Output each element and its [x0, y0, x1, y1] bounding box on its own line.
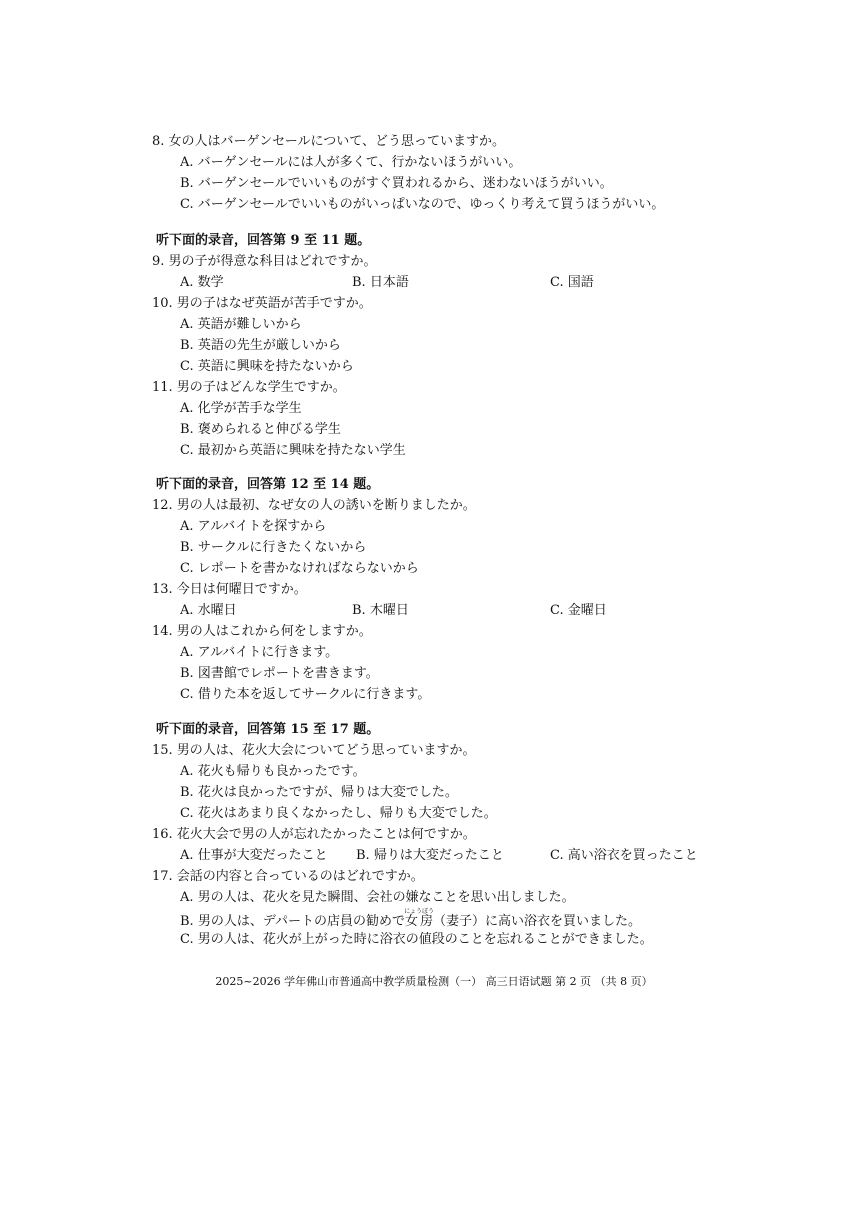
section-heading-15-17: 听下面的录音，回答第 15 至 17 题。: [156, 722, 380, 737]
question-8: 8. 女の人はバーゲンセールについて、どう思っていますか。: [152, 134, 505, 149]
question-17-option-a: A. 男の人は、花火を見た瞬間、会社の嫌なことを思い出しました。: [180, 890, 575, 905]
question-11: 11. 男の子はどんな学生ですか。: [152, 380, 346, 395]
question-10-option-a: A. 英語が難しいから: [180, 317, 302, 332]
question-10-option-b: B. 英語の先生が厳しいから: [180, 338, 341, 353]
question-10: 10. 男の子はなぜ英語が苦手ですか。: [152, 296, 372, 311]
question-13-option-b: B. 木曜日: [352, 603, 409, 618]
question-15-option-b: B. 花火は良かったですが、帰りは大変でした。: [180, 785, 458, 800]
section-heading-12-14: 听下面的录音，回答第 12 至 14 题。: [156, 477, 380, 492]
question-12-option-a: A. アルバイトを探すから: [180, 519, 327, 534]
question-13: 13. 今日は何曜日ですか。: [152, 582, 307, 597]
question-13-option-c: C. 金曜日: [550, 603, 607, 618]
question-9-option-c: C. 国語: [550, 275, 594, 290]
question-10-option-c: C. 英語に興味を持たないから: [180, 359, 354, 374]
question-14-option-c: C. 借りた本を返してサークルに行きます。: [180, 687, 431, 702]
question-15: 15. 男の人は、花火大会についてどう思っていますか。: [152, 743, 476, 758]
furigana-word: [404, 908, 434, 929]
question-16-option-a: A. 仕事が大変だったこと: [180, 848, 328, 863]
question-12-option-c: C. レポートを書かなければならないから: [180, 561, 419, 576]
question-8-option-c: C. バーゲンセールでいいものがいっぱいなので、ゆっくり考えて買うほうがいい。: [180, 197, 665, 212]
question-9-option-b: B. 日本語: [352, 275, 409, 290]
question-8-option-a: A. バーゲンセールには人が多くて、行かないほうがいい。: [180, 155, 522, 170]
question-16-option-b: B. 帰りは大変だったこと: [356, 848, 504, 863]
question-15-option-a: A. 花火も帰りも良かったです。: [180, 764, 366, 779]
question-17-option-b-text-pre: B. 男の人は、デパートの店員の勧めで: [180, 914, 406, 929]
question-14-option-b: B. 図書館でレポートを書きます。: [180, 666, 379, 681]
question-16: 16. 花火大会で男の人が忘れたかったことは何ですか。: [152, 827, 476, 842]
ruby-base: 女房: [404, 914, 434, 929]
question-15-option-c: C. 花火はあまり良くなかったし、帰りも大変でした。: [180, 806, 497, 821]
question-14-option-a: A. アルバイトに行きます。: [180, 645, 339, 660]
question-14: 14. 男の人はこれから何をしますか。: [152, 624, 372, 639]
question-16-option-c: C. 高い浴衣を買ったこと: [550, 848, 698, 863]
question-9-option-a: A. 数学: [180, 275, 224, 290]
question-9: 9. 男の子が得意な科目はどれですか。: [152, 254, 377, 269]
question-17-option-b: [180, 908, 641, 933]
question-11-option-c: C. 最初から英語に興味を持たない学生: [180, 443, 406, 458]
question-11-option-b: B. 褒められると伸びる学生: [180, 422, 341, 437]
question-8-option-b: B. バーゲンセールでいいものがすぐ買われるから、迷わないほうがいい。: [180, 176, 613, 191]
question-12: 12. 男の人は最初、なぜ女の人の誘いを断りましたか。: [152, 498, 476, 513]
question-13-option-a: A. 水曜日: [180, 603, 237, 618]
ruby-reading: にょうぼう: [404, 908, 434, 915]
question-12-option-b: B. サークルに行きたくないから: [180, 540, 367, 555]
page-footer: 2025~2026 学年佛山市普通高中教学质量检测（一） 高三日语试题 第 2 页 （共 8 页）: [215, 975, 653, 988]
question-17-option-b-text-post: （妻子）に高い浴衣を買いました。: [433, 914, 642, 929]
question-11-option-a: A. 化学が苦手な学生: [180, 401, 302, 416]
question-17: 17. 会話の内容と合っているのはどれですか。: [152, 869, 424, 884]
section-heading-9-11: 听下面的录音，回答第 9 至 11 题。: [156, 233, 371, 248]
question-17-option-c: C. 男の人は、花火が上がった時に浴衣の値段のことを忘れることができました。: [180, 932, 653, 947]
